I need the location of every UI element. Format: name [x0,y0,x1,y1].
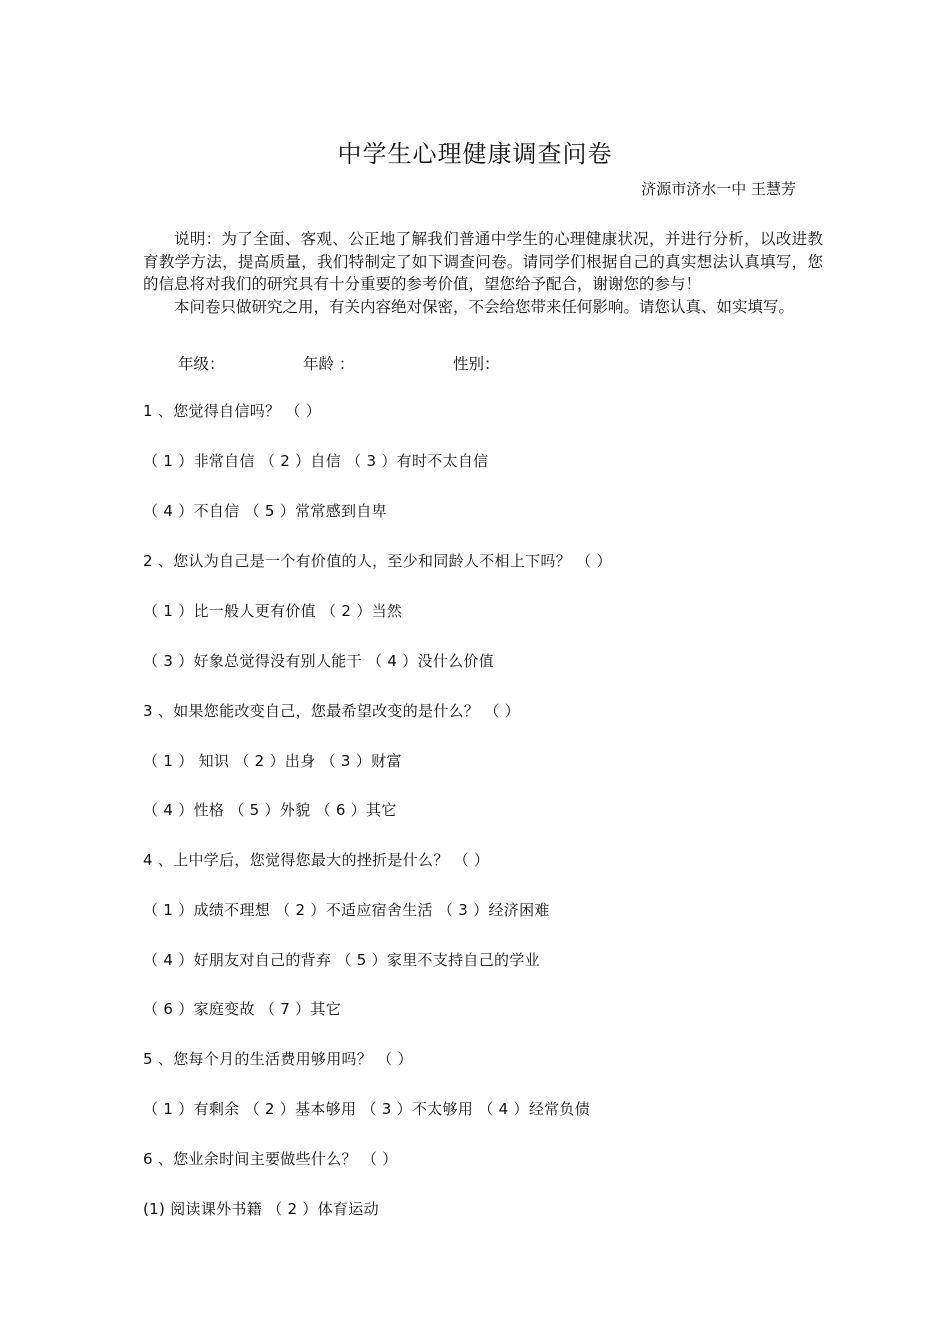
question-4: 4 、上中学后，您觉得您最大的挫折是什么？ （ ） [143,851,490,869]
question-2-options-a: （ 1 ）比一般人更有价值 （ 2 ）当然 [143,602,403,620]
question-4-options-b: （ 4 ）好朋友对自己的背弃 （ 5 ）家里不支持自己的学业 [143,951,540,969]
question-1-options-b: （ 4 ）不自信 （ 5 ）常常感到自卑 [143,502,387,520]
document-title: 中学生心理健康调查问卷 [337,140,613,168]
question-6-options-a: (1) 阅读课外书籍 （ 2 ）体育运动 [143,1200,379,1218]
question-3-options-a: （ 1 ） 知识 （ 2 ）出身 （ 3 ）财富 [143,752,402,770]
question-3-options-b: （ 4 ）性格 （ 5 ）外貌 （ 6 ）其它 [143,801,397,819]
question-1: 1 、您觉得自信吗？ （ ） [143,402,322,420]
author-line: 济源市济水一中 王慧芳 [641,180,796,198]
question-6: 6 、您业余时间主要做些什么？ （ ） [143,1150,398,1168]
grade-label: 年级： [178,355,225,373]
intro-section [143,228,823,318]
question-2: 2 、您认为自己是一个有价值的人，至少和同龄人不相上下吗？ （ ） [143,552,612,570]
question-5-options: （ 1 ）有剩余 （ 2 ）基本够用 （ 3 ）不太够用 （ 4 ）经常负债 [143,1100,591,1118]
question-4-options-a: （ 1 ）成绩不理想 （ 2 ）不适应宿舍生活 （ 3 ）经济困难 [143,901,550,919]
age-label: 年龄 ： [303,355,355,373]
question-2-options-b: （ 3 ）好象总觉得没有别人能干 （ 4 ）没什么价值 [143,652,495,670]
question-4-options-c: （ 6 ）家庭变故 （ 7 ）其它 [143,1000,342,1018]
intro-paragraph-description: 说明：为了全面、客观、公正地了解我们普通中学生的心理健康状况，并进行分析，以改进教育教学方法，提高质量，我们特制定了如下调查问卷。请同学们根据自己的真实想法认真填写，您的信息将对我们的研究具有十分重要的参考价值，望您给予配合，谢谢您的参与！ [143,230,823,293]
respondent-info-fields [143,352,823,374]
intro-paragraph-privacy: 本问卷只做研究之用，有关内容绝对保密，不会给您带来任何影响。请您认真、如实填写。 [174,297,795,316]
gender-label: 性别： [453,355,500,373]
question-5: 5 、您每个月的生活费用够用吗？ （ ） [143,1050,413,1068]
question-1-options-a: （ 1 ）非常自信 （ 2 ）自信 （ 3 ）有时不太自信 [143,452,489,470]
question-3: 3 、如果您能改变自己，您最希望改变的是什么？ （ ） [143,702,520,720]
